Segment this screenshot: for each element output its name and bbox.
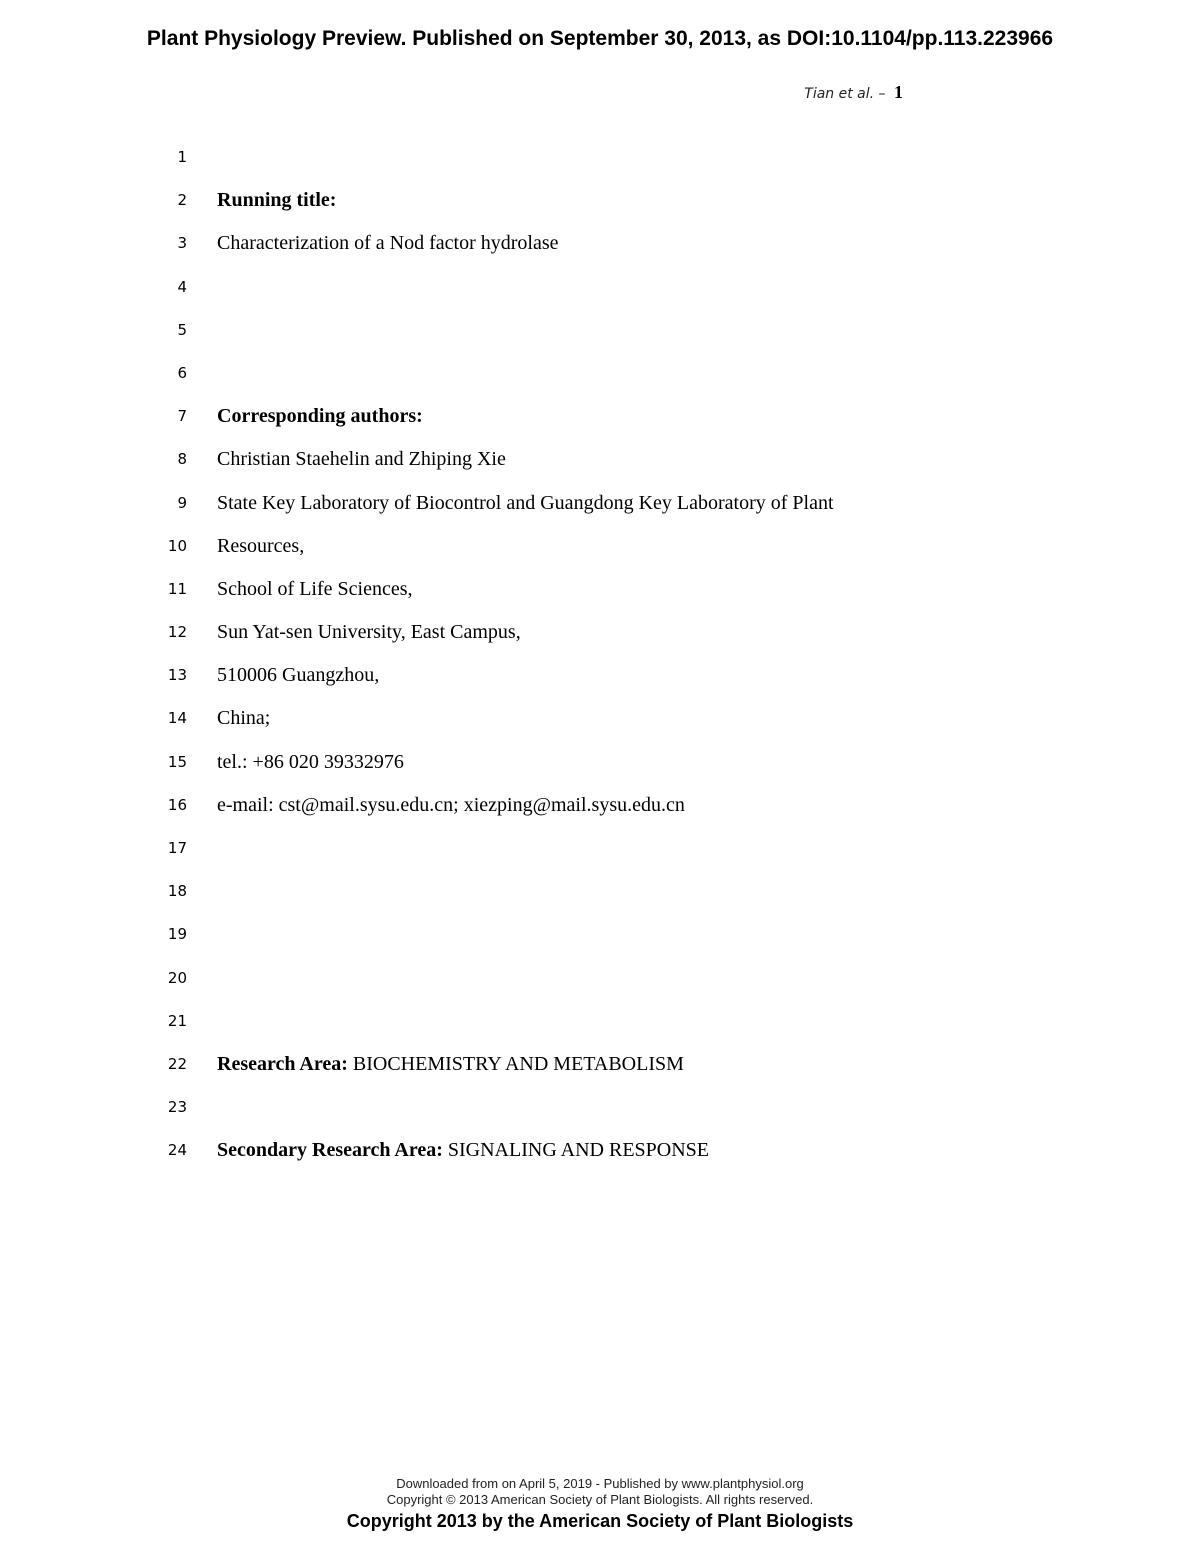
line-text bbox=[217, 489, 834, 517]
line-number: 14 bbox=[167, 709, 187, 728]
line-content: State Key Laboratory of Biocontrol and Guangdong Key Laboratory of Plant bbox=[217, 491, 834, 514]
line-number: 20 bbox=[167, 968, 187, 987]
line-content: School of Life Sciences, bbox=[217, 577, 413, 600]
manuscript-line bbox=[0, 178, 1200, 221]
manuscript-line bbox=[0, 481, 1200, 524]
line-text bbox=[217, 402, 423, 430]
line-number: 7 bbox=[177, 407, 187, 426]
line-label: Corresponding authors: bbox=[217, 405, 423, 428]
manuscript-line bbox=[0, 783, 1200, 826]
manuscript-line bbox=[0, 653, 1200, 696]
line-number: 15 bbox=[167, 752, 187, 771]
line-text bbox=[217, 618, 521, 646]
line-text bbox=[217, 1050, 684, 1078]
line-text bbox=[217, 704, 270, 732]
manuscript-line bbox=[0, 826, 1200, 869]
download-footer bbox=[0, 1476, 1200, 1533]
line-number: 12 bbox=[167, 623, 187, 642]
preview-banner: Plant Physiology Preview. Published on September 30, 2013, as DOI:10.1104/pp.113.223966 bbox=[146, 27, 1054, 50]
manuscript-line bbox=[0, 999, 1200, 1042]
line-text bbox=[217, 575, 413, 603]
line-content: Christian Staehelin and Zhiping Xie bbox=[217, 448, 506, 471]
line-number: 17 bbox=[167, 839, 187, 857]
line-text bbox=[217, 186, 336, 214]
copyright-banner: Copyright 2013 by the American Society of Plant Biologists bbox=[346, 1511, 854, 1531]
manuscript-line bbox=[0, 912, 1200, 955]
line-number: 16 bbox=[167, 795, 187, 814]
line-text bbox=[217, 445, 506, 473]
manuscript-line bbox=[0, 437, 1200, 480]
line-number: 3 bbox=[177, 234, 187, 253]
line-number: 9 bbox=[177, 493, 187, 512]
line-number: 13 bbox=[167, 666, 187, 685]
line-content: Characterization of a Nod factor hydrolase bbox=[217, 232, 559, 255]
line-text bbox=[217, 229, 559, 257]
manuscript-line bbox=[0, 610, 1200, 653]
line-number: 22 bbox=[167, 1054, 187, 1073]
line-number: 24 bbox=[167, 1141, 187, 1160]
manuscript-line bbox=[0, 696, 1200, 739]
manuscript-line bbox=[0, 221, 1200, 264]
manuscript-line bbox=[0, 265, 1200, 308]
manuscript-line bbox=[0, 135, 1200, 178]
line-number: 18 bbox=[167, 882, 187, 901]
manuscript-body bbox=[0, 135, 1200, 1172]
line-content: BIOCHEMISTRY AND METABOLISM bbox=[347, 1052, 684, 1075]
download-notice: Downloaded from on April 5, 2019 - Published by www.plantphysiol.org bbox=[396, 1476, 804, 1491]
line-label: Running title: bbox=[217, 189, 337, 212]
line-number: 1 bbox=[177, 148, 187, 166]
line-number: 21 bbox=[167, 1011, 187, 1030]
line-text bbox=[217, 661, 379, 689]
manuscript-line bbox=[0, 956, 1200, 999]
line-number: 2 bbox=[177, 191, 187, 210]
line-number: 23 bbox=[167, 1098, 187, 1117]
manuscript-line bbox=[0, 308, 1200, 351]
line-content: e-mail: cst@mail.sysu.edu.cn; xiezping@mail.sysu.edu.cn bbox=[217, 793, 685, 816]
line-content: Resources, bbox=[217, 534, 305, 557]
manuscript-line bbox=[0, 869, 1200, 912]
copyright-notice: Copyright © 2013 American Society of Plant Biologists. All rights reserved. bbox=[386, 1492, 814, 1507]
line-content: China; bbox=[217, 707, 271, 730]
line-content: 510006 Guangzhou, bbox=[217, 664, 380, 687]
manuscript-line bbox=[0, 1042, 1200, 1085]
running-head-author: Tian et al. – bbox=[804, 86, 886, 102]
line-label: Research Area: bbox=[217, 1052, 348, 1075]
line-number: 11 bbox=[167, 579, 187, 598]
manuscript-line bbox=[0, 394, 1200, 437]
line-number: 4 bbox=[177, 277, 187, 296]
page-number: 1 bbox=[894, 82, 903, 102]
manuscript-line bbox=[0, 351, 1200, 394]
line-number: 19 bbox=[167, 925, 187, 944]
manuscript-line bbox=[0, 740, 1200, 783]
line-text bbox=[217, 1136, 709, 1164]
line-text bbox=[217, 791, 685, 819]
running-head bbox=[804, 80, 903, 106]
line-number: 5 bbox=[177, 320, 187, 339]
manuscript-line bbox=[0, 1128, 1200, 1171]
line-content: SIGNALING AND RESPONSE bbox=[442, 1139, 710, 1162]
line-text bbox=[217, 748, 404, 776]
line-number: 8 bbox=[177, 450, 187, 469]
manuscript-line bbox=[0, 1085, 1200, 1128]
line-text bbox=[217, 532, 304, 560]
line-number: 6 bbox=[177, 363, 187, 382]
manuscript-line bbox=[0, 567, 1200, 610]
line-content: tel.: +86 020 39332976 bbox=[217, 750, 404, 773]
line-label: Secondary Research Area: bbox=[217, 1139, 443, 1162]
line-content: Sun Yat-sen University, East Campus, bbox=[217, 621, 521, 644]
line-number: 10 bbox=[167, 536, 187, 555]
manuscript-line bbox=[0, 524, 1200, 567]
